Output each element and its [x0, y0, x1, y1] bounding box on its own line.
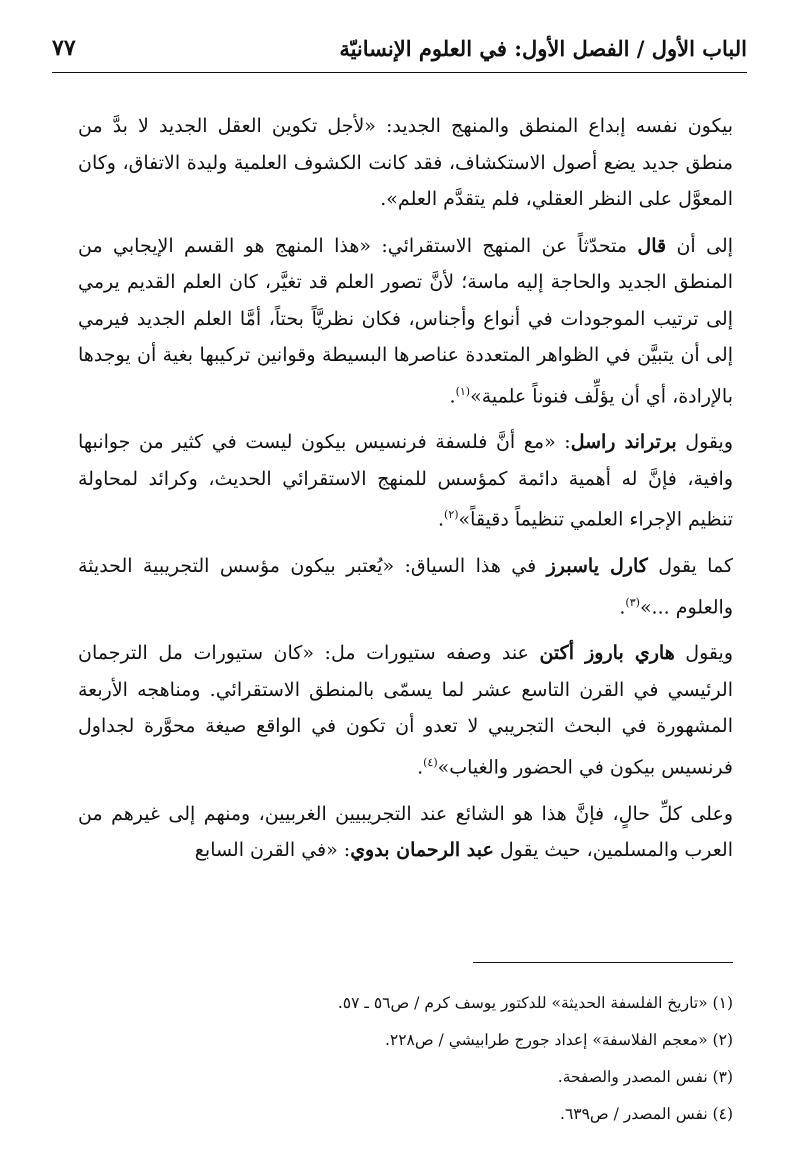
footnote-ref-3: (٣) [625, 595, 640, 609]
footnote-4: (٤) نفس المصدر / ص٦٣٩. [560, 1105, 733, 1123]
bold-name-russell: برتراند راسل [570, 431, 677, 454]
footnote-2: (٢) «معجم الفلاسفة» إعداد جورج طرابيشي / ص٢٢٨. [384, 1031, 733, 1049]
bold-name-badawi: عبد الرحمان بدوي [350, 839, 494, 862]
bold-term-qal: قال [637, 234, 667, 257]
footnote-ref-4: (٤) [423, 755, 438, 769]
footnote-1: (١) «تاريخ الفلسفة الحديثة» للدكتور يوسف كرم / ص٥٦ ـ ٥٧. [337, 994, 733, 1012]
paragraph-1: بيكون نفسه إبداع المنطق والمنهج الجديد: «لأجل تكوين العقل الجديد لا بدَّ من منطق جديد يضع أصول الاستكشاف، فقد كانت الكشوف العلمية وليدة الاتفاق، وكان المعوَّل على النظر العقلي، فلم يتقدَّم العلم». [78, 115, 733, 210]
footnote-ref-1: (١) [455, 384, 471, 398]
paragraph-3: ويقول برتراند راسل: «مع أنَّ فلسفة فرنسيس بيكون ليست في كثير من جوانبها وافية، فإنَّ له أهمية دائمة كمؤسس للمنهج الاستقرائي الحديث، وكرائد لمحاولة تنظيم الإجراء العلمي تنظيماً دقيقاً»$^{(٢)}$. [78, 431, 734, 531]
main-text [78, 108, 733, 879]
running-header [52, 28, 747, 68]
header-divider [52, 72, 747, 73]
paragraph-5: ويقول هاري باروز أكتن عند وصفه ستيورات مل: «كان ستيورات مل الترجمان الرئيسي في القرن التاسع عشر لما يسمّى بالمنطق الاستقرائي. ومناهجه الأربعة المشهورة في البحث التجريبي لا تعدو أن تكون في الواقع صيغة محوَّرة لجداول فرنسيس بيكون في الحضور والغياب»$^{(٤)}$. [78, 642, 733, 779]
footnote-3: (٣) نفس المصدر والصفحة. [557, 1068, 733, 1086]
running-header-title: الباب الأول / الفصل الأول: في العلوم الإنسانيّة [339, 35, 747, 61]
paragraph-2: إلى أن قال متحدّثاً عن المنهج الاستقرائي: «هذا المنهج هو القسم الإيجابي من المنطق الجديد والحاجة إليه ماسة؛ لأنَّ تصور العلم قد تغيَّر، كان العلم القديم يرمي إلى ترتيب الموجودات في أنواع وأجناس، فكان نظريَّاً بحتاً، أمَّا العلم الجديد فيرمي إلى أن يتبيَّن في الظواهر المتعددة عناصرها البسيطة وقوانين تركيبها بغية أن يوجدها بالإرادة، أي أن يؤلِّف فنوناً علمية»$^{(١)}$. [78, 234, 734, 407]
bold-name-acton: هاري باروز أكتن [539, 642, 675, 665]
paragraph-4: كما يقول كارل ياسبرز في هذا السياق: «يُعتبر بيكون مؤسس التجريبية الحديثة والعلوم ...»$^{(٣)}$. [78, 555, 733, 618]
footnotes [260, 985, 733, 1133]
bold-name-jaspers: كارل ياسبرز [546, 555, 648, 578]
paragraph-6: وعلى كلِّ حالٍ، فإنَّ هذا هو الشائع عند التجريبيين الغربيين، ومنهم إلى غيرهم من العرب والمسلمين، حيث يقول عبد الرحمان بدوي: «في القرن السابع [78, 802, 733, 862]
page-number: ٧٧ [52, 35, 76, 61]
footnote-ref-2: (٢) [444, 508, 459, 522]
footnote-divider [473, 962, 733, 963]
